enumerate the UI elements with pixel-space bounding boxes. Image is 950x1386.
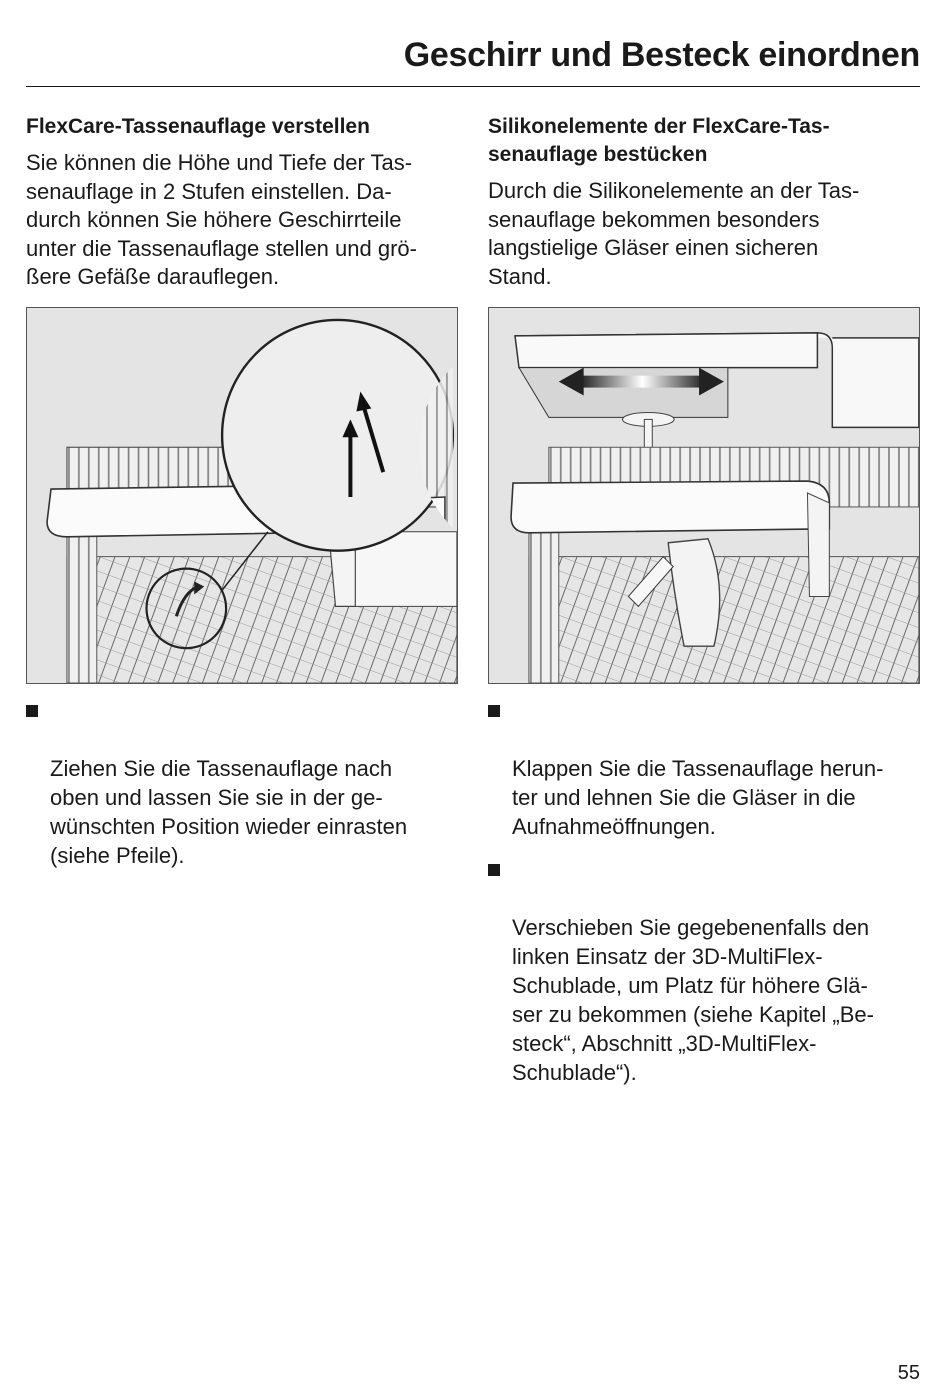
figure-glass-holder: [488, 307, 920, 684]
right-column: [488, 113, 924, 291]
square-bullet-icon: [26, 705, 38, 717]
square-bullet-icon: [488, 705, 500, 717]
left-column: [26, 113, 466, 292]
list-item: [488, 696, 924, 841]
list-item-text: Verschieben Sie gegebenenfalls den linken Einsatz der 3D-MultiFlex- Schublade, um Platz für höhere Glä- ser zu bekommen (siehe Kapitel „Be- steck“, Abschnitt „3D-MultiFlex- Schublade“).: [512, 915, 874, 1085]
page-title: Geschirr und Besteck einordnen: [403, 36, 920, 74]
list-item-text: Ziehen Sie die Tassenauflage nach oben und lassen Sie sie in der ge- wünschten Position wieder einrasten (siehe Pfeile).: [50, 756, 408, 868]
list-item: [26, 696, 466, 870]
section-paragraph-silicone: Durch die Silikonelemente an der Tas- senauflage bekommen besonders langstielige Gläser einen sicheren Stand.: [488, 178, 860, 289]
page-number: 55: [897, 1362, 920, 1384]
square-bullet-icon: [488, 864, 500, 876]
list-item-text: Klappen Sie die Tassenauflage herun- ter und lehnen Sie die Gläser in die Aufnahmeöffnungen.: [512, 756, 884, 839]
instruction-list-left: [26, 696, 466, 884]
instruction-list-right: [488, 696, 924, 1101]
dishwasher-rack-glass-holder-illustration-icon: [489, 308, 919, 683]
figure-cup-shelf-adjust: [26, 307, 458, 684]
section-heading-adjust: FlexCare-Tassenauflage verstellen: [26, 115, 370, 138]
dishwasher-rack-cup-shelf-illustration-icon: [27, 308, 457, 683]
title-divider: [26, 86, 920, 87]
section-paragraph-adjust: Sie können die Höhe und Tiefe der Tas- senauflage in 2 Stufen einstellen. Da- durch können Sie höhere Geschirrteile unter die Tassenauflage stellen und grö- ßere Gefäße darauflegen.: [26, 150, 417, 290]
list-item: [488, 855, 924, 1087]
section-heading-silicone: Silikonelemente der FlexCare-Tas- senauflage bestücken: [488, 115, 830, 166]
